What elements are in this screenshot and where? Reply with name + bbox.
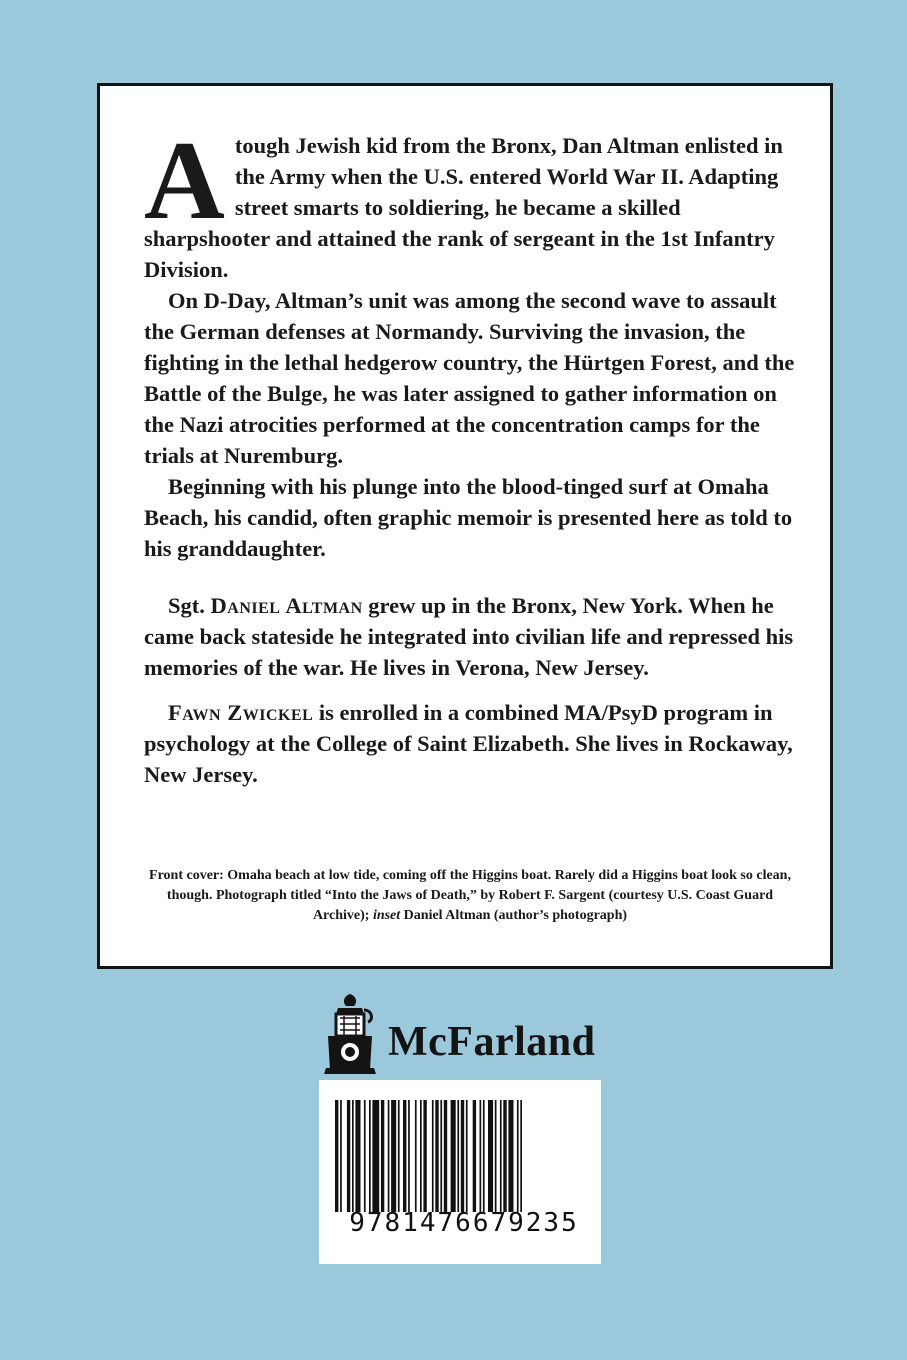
publisher-logo bbox=[320, 992, 620, 1074]
blurb-paragraph-2: On D-Day, Altman’s unit was among the second wave to assault the German defenses at Normandy. Surviving the invasion, the fighting in the lethal hedgerow country, the Hürtgen Forest, and the Battle of the Bulge, he was later assigned to gather information on the Nazi atrocities performed at the concentration camps for the trials at Nuremburg. bbox=[144, 288, 795, 468]
zwickel-name: Fawn Zwickel bbox=[168, 700, 314, 725]
barcode-bar bbox=[364, 1100, 366, 1212]
publisher-name: McFarland bbox=[388, 1019, 596, 1065]
altman-bio bbox=[144, 590, 804, 683]
barcode-bar bbox=[420, 1100, 422, 1212]
credit-inset-rest: Daniel Altman (author’s photograph) bbox=[400, 908, 628, 923]
barcode-bar bbox=[508, 1100, 513, 1212]
barcode-bar bbox=[488, 1100, 493, 1212]
barcode-bar bbox=[451, 1100, 456, 1212]
barcode-bar bbox=[432, 1100, 434, 1212]
barcode-bar bbox=[444, 1100, 447, 1212]
barcode-bar bbox=[473, 1100, 476, 1212]
zwickel-bio-text: is enrolled in a combined MA/PsyD program in psychology at the College of Saint Elizabeth. She lives in Rockaway, New Jersey. bbox=[144, 700, 793, 787]
zwickel-bio bbox=[144, 697, 804, 790]
blurb bbox=[144, 119, 804, 790]
barcode-bar bbox=[408, 1100, 410, 1212]
barcode-bar bbox=[403, 1100, 406, 1212]
blurb-p1-text: tough Jewish kid from the Bronx, Dan Altman enlisted in the Army when the U.S. entered World War II. Adapting street smarts to soldiering, he became a skilled sharpshooter and attained the rank of sergeant in the 1st Infantry Division. bbox=[144, 133, 783, 282]
barcode-bar bbox=[440, 1100, 442, 1212]
isbn-number: 9781476679235 bbox=[349, 1208, 579, 1238]
barcode-bar bbox=[495, 1100, 497, 1212]
barcode-bar bbox=[500, 1100, 502, 1212]
barcode-bar bbox=[372, 1100, 379, 1212]
lantern-logo-icon bbox=[320, 992, 380, 1074]
barcode-bar bbox=[335, 1100, 338, 1212]
barcode-area bbox=[319, 1080, 601, 1264]
altman-bio-text: grew up in the Bronx, New York. When he came back stateside he integrated into civilian life and repressed his memories of the war. He lives in Verona, New Jersey. bbox=[144, 593, 794, 680]
back-cover-text-panel bbox=[97, 83, 833, 969]
barcode-bar bbox=[352, 1100, 354, 1212]
credit-inset-word: inset bbox=[372, 908, 401, 923]
spacer bbox=[144, 683, 804, 697]
barcode-bar bbox=[520, 1100, 522, 1212]
barcode-bar bbox=[435, 1100, 438, 1212]
blurb-paragraph-1 bbox=[144, 119, 804, 285]
altman-name: Daniel Altman bbox=[210, 593, 363, 618]
barcode-bar bbox=[391, 1100, 396, 1212]
blurb-paragraph-3: Beginning with his plunge into the blood-tinged surf at Omaha Beach, his candid, often graphic memoir is presented here as told to his granddaughter. bbox=[144, 474, 793, 561]
barcode-bar bbox=[340, 1100, 342, 1212]
barcode-bar bbox=[347, 1100, 350, 1212]
barcode-bar bbox=[503, 1100, 506, 1212]
cover-credit bbox=[140, 866, 800, 926]
isbn-barcode bbox=[331, 1100, 589, 1212]
barcode-bar bbox=[517, 1100, 519, 1212]
barcode-bar bbox=[415, 1100, 417, 1212]
barcode-bar bbox=[355, 1100, 360, 1212]
barcode-bar bbox=[388, 1100, 390, 1212]
drop-cap: A bbox=[144, 119, 225, 243]
barcode-bar bbox=[369, 1100, 371, 1212]
credit-main: Front cover: Omaha beach at low tide, coming off the Higgins boat. Rarely did a Higgins boat look so clean, though. Photograph titled “Into the Jaws of Death,” by Robert F. Sargent (courtesy U.S. Coast Guard Archive); bbox=[149, 868, 791, 923]
altman-prefix: Sgt. bbox=[168, 593, 211, 618]
barcode-bar bbox=[466, 1100, 468, 1212]
barcode-bar bbox=[398, 1100, 400, 1212]
barcode-bar bbox=[483, 1100, 485, 1212]
barcode-bar bbox=[480, 1100, 482, 1212]
barcode-bar bbox=[381, 1100, 384, 1212]
barcode-bar bbox=[457, 1100, 459, 1212]
barcode-bar bbox=[461, 1100, 464, 1212]
barcode-bar bbox=[423, 1100, 426, 1212]
spacer bbox=[144, 564, 804, 590]
